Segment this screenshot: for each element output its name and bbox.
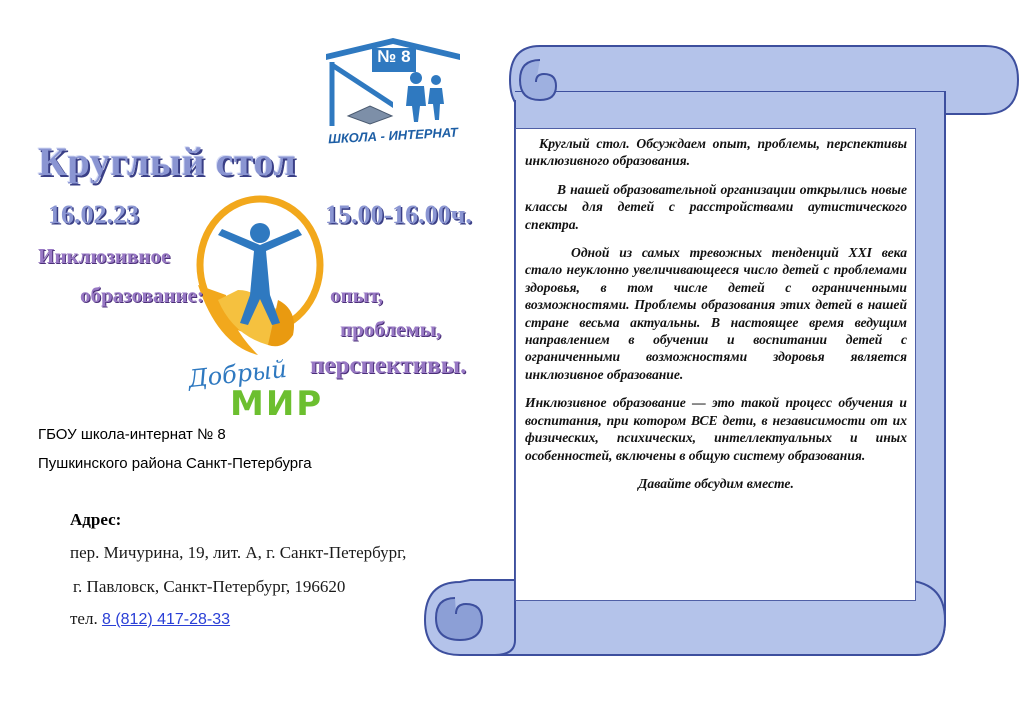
topic-item-problems: проблемы, <box>340 317 442 341</box>
school-name-line-1: ГБОУ школа-интернат № 8 <box>38 426 226 443</box>
school-name-line-2: Пушкинского района Санкт-Петербурга <box>38 455 312 472</box>
phone-link[interactable]: 8 (812) 417-28-33 <box>101 611 231 628</box>
scroll-paragraph-3: Одной из самых тревожных тенденций XXI века стало неуклонно увеличивающееся число детей с проблемами здоровья, в том числе детей с ограниченными возможностями. Проблемы образования этих детей в нашей стране весьма актуальны. В настоящее время ведущим направлением в обучении и воспитании детей с ограниченными возможностями здоровья является инклюзивное образование. <box>525 245 907 382</box>
scroll-text-box <box>515 128 916 601</box>
scroll-paragraph-1: Круглый стол. Обсуждаем опыт, проблемы, перспективы инклюзивного образования. <box>525 136 907 169</box>
address-line-2: г. Павловск, Санкт-Петербург, 196620 <box>73 577 346 596</box>
event-time: 15.00-16.00ч. <box>325 200 472 229</box>
scroll-paragraph-4: Инклюзивное образование — это такой процесс обучения и воспитания, при котором ВСЕ дети, в независимости от их физических, психических, интеллектуальных и иных особенностей, включены в общую систему образования. <box>525 395 907 463</box>
topic-item-perspectives: перспективы. <box>310 352 467 379</box>
address-line-1: пер. Мичурина, 19, лит. А, г. Санкт-Петербург, <box>70 543 407 562</box>
topic-item-experience: опыт, <box>330 283 383 307</box>
school-logo-caption: ШКОЛА - ИНТЕРНАТ <box>327 124 459 147</box>
dobry-mir-word2: МИР <box>230 384 324 424</box>
school-logo-number: № 8 <box>377 47 411 66</box>
page-title: Круглый стол <box>38 139 297 184</box>
phone-row <box>70 609 230 629</box>
scroll-paragraph-2: В нашей образовательной организации открылись новые классы для детей с расстройствами аутистического спектра. <box>525 181 907 232</box>
event-date: 16.02.23 <box>48 200 139 229</box>
dobry-mir-logo <box>188 195 328 370</box>
address-heading: Адрес: <box>70 510 122 529</box>
phone-label: тел. <box>70 609 98 628</box>
topic-line-1: Инклюзивное <box>38 244 171 268</box>
scroll-paragraph-5: Давайте обсудим вместе. <box>638 475 794 491</box>
dobry-mir-word1: Добрый <box>186 354 289 394</box>
topic-line-2: образование: <box>80 283 204 307</box>
